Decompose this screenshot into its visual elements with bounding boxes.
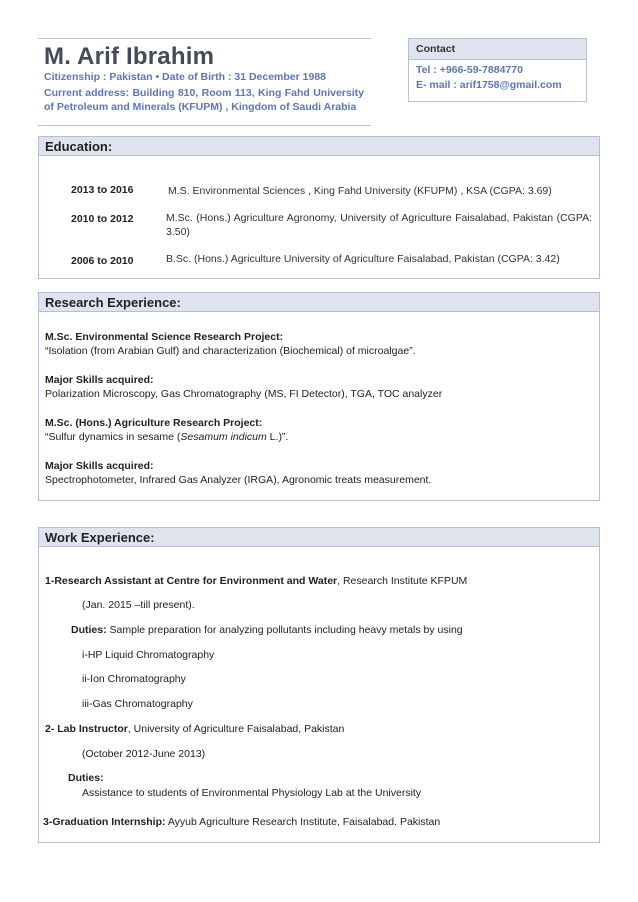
edu-text-2: M.Sc. (Hons.) Agriculture Agronomy, University of Agriculture Faisalabad, Pakistan (CGPA: 3.50) (166, 212, 592, 238)
job1-tech-2: ii-Ion Chromatography (82, 673, 186, 685)
job1-duties (71, 623, 463, 637)
job1-tech-3: iii-Gas Chromatography (82, 698, 193, 710)
job2-duties-text: Assistance to students of Environmental Physiology Lab at the University (82, 787, 422, 799)
work-title: Work Experience: (45, 530, 155, 545)
current-address: Current address: Building 810, Room 113, King Fahd University of Petroleum and Minerals (KFUPM) , Kingdom of Saudi Arabia (44, 87, 364, 113)
edu-years-3: 2006 to 2010 (71, 255, 134, 267)
job1-period: (Jan. 2015 –till present). (82, 599, 195, 611)
job3-org: Ayyub Agriculture Research Institute, Faisalabad. Pakistan (165, 816, 441, 828)
job1-org: , Research Institute KFPUM (337, 575, 468, 587)
contact-phone: Tel : +966-59-7884770 (416, 64, 523, 76)
job2-duties-label: Duties: (68, 772, 104, 784)
research-divider (38, 311, 600, 312)
research-skills1-desc: Polarization Microscopy, Gas Chromatography (MS, FI Detector), TGA, TOC analyzer (45, 388, 443, 400)
edu-years-1: 2013 to 2016 (71, 184, 134, 196)
research-project1-title: M.Sc. Environmental Science Research Project: (45, 331, 284, 343)
edu-years-2: 2010 to 2012 (71, 213, 134, 225)
project2-post: L.)”. (266, 431, 289, 443)
education-title: Education: (45, 139, 113, 154)
research-skills1-title: Major Skills acquired: (45, 374, 154, 386)
research-skills2-title: Major Skills acquired: (45, 460, 154, 472)
job2-line (45, 722, 344, 736)
job2-period: (October 2012-June 2013) (82, 748, 206, 760)
work-divider (38, 546, 600, 547)
research-project2-title: M.Sc. (Hons.) Agriculture Research Project: (45, 417, 263, 429)
contact-email: E- mail : arif1758@gmail.com (416, 79, 562, 91)
research-skills2-desc: Spectrophotometer, Infrared Gas Analyzer (IRGA), Agronomic treats measurement. (45, 474, 432, 486)
job3-title: 3-Graduation Internship: (43, 816, 166, 828)
job1-duties-label: Duties: (71, 624, 107, 636)
education-header-bar (39, 137, 599, 156)
citizenship-dob: Citizenship : Pakistan • Date of Birth : 31 December 1988 (44, 71, 327, 83)
research-project1-desc: “Isolation (from Arabian Gulf) and characterization (Biochemical) of microalgae”. (45, 345, 416, 357)
job2-title: 2- Lab Instructor (45, 723, 128, 735)
job1-duties-text: Sample preparation for analyzing pollutants including heavy metals by using (106, 624, 463, 636)
research-title: Research Experience: (45, 295, 181, 310)
job3-line (43, 815, 440, 829)
job1-title: 1-Research Assistant at Centre for Environment and Water (45, 575, 338, 587)
project2-species: Sesamum indicum (180, 431, 267, 443)
research-project2-desc (45, 430, 288, 444)
contact-title: Contact (416, 43, 456, 55)
edu-text-1: M.S. Environmental Sciences , King Fahd University (KFUPM) , KSA (CGPA: 3.69) (168, 185, 552, 197)
job2-org: , University of Agriculture Faisalabad, Pakistan (127, 723, 345, 735)
job1-tech-1: i-HP Liquid Chromatography (82, 649, 215, 661)
edu-text-3: B.Sc. (Hons.) Agriculture University of Agriculture Faisalabad, Pakistan (CGPA: 3.42) (166, 253, 560, 265)
candidate-name: M. Arif Ibrahim (44, 43, 215, 70)
job1-line (45, 574, 467, 588)
project2-pre: “Sulfur dynamics in sesame ( (45, 431, 181, 443)
education-divider (38, 155, 600, 156)
